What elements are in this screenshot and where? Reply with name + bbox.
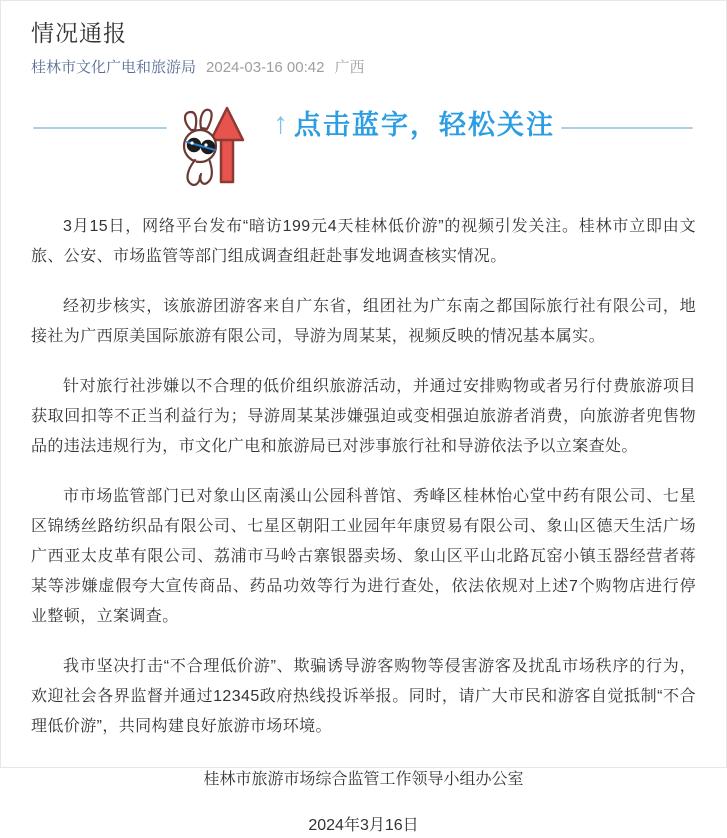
paragraph: 经初步核实，该旅游团游客来自广东省，组团社为广东南之都国际旅行社有限公司，地接社为广西原美国际旅游有限公司，导游为周某某，视频反映的情况基本属实。 bbox=[31, 298, 696, 345]
publish-timestamp: 2024-03-16 00:42 bbox=[206, 59, 325, 76]
banner-up-arrow: ↑ bbox=[273, 107, 288, 140]
publish-date: 2024年3月16日 bbox=[308, 817, 419, 834]
article-container bbox=[1, 1, 726, 838]
article-title: 情况通报 bbox=[31, 20, 127, 46]
byline bbox=[31, 58, 696, 78]
paragraph: 3月15日，网络平台发布“暗访199元4天桂林低价游”的视频引发关注。桂林市立即由文旅、公安、市场监管等部门组成调查组赶赴事发地调查核实情况。 bbox=[31, 218, 696, 265]
rabbit-arrow-icon bbox=[169, 100, 265, 192]
banner-slogan-wrap bbox=[273, 106, 555, 144]
paragraph: 市市场监管部门已对象山区南溪山公园科普馆、秀峰区桂林怡心堂中药有限公司、七星区锦绣丝路纺织品有限公司、七星区朝阳工业园年年康贸易有限公司、象山区德天生活广场广西亚太皮革有限公司、荔浦市马岭古寨银器卖场、象山区平山北路瓦窑小镇玉器经营者蒋某等涉嫌虚假夸大宣传商品、药品功效等行为进行查处，依法依规对上述7个购物店进行停业整顿，立案调查。 bbox=[31, 488, 696, 625]
banner-divider-left bbox=[33, 127, 167, 129]
follow-banner bbox=[31, 100, 696, 196]
account-name-link[interactable]: 桂林市文化广电和旅游局 bbox=[31, 59, 197, 76]
banner-divider-right bbox=[561, 127, 693, 129]
paragraph: 我市坚决打击“不合理低价游”、欺骗诱导游客购物等侵害游客及扰乱市场秩序的行为，欢迎社会各界监督并通过12345政府热线投诉举报。同时，请广大市民和游客自觉抵制“不合理低价游”，共同构建良好旅游市场环境。 bbox=[31, 658, 696, 735]
paragraph: 针对旅行社涉嫌以不合理的低价组织旅游活动，并通过安排购物或者另行付费旅游项目获取回扣等不正当利益行为；导游周某某涉嫌强迫或变相强迫旅游者消费，向旅游者兜售物品的违法违规行为，市文化广电和旅游局已对涉事旅行社和导游依法予以立案查处。 bbox=[31, 378, 696, 455]
publish-location: 广西 bbox=[334, 59, 365, 76]
article-body bbox=[31, 212, 696, 742]
banner-slogan: 点击蓝字，轻松关注 bbox=[294, 110, 555, 140]
signature-office: 桂林市旅游市场综合监管工作领导小组办公室 bbox=[203, 771, 524, 788]
